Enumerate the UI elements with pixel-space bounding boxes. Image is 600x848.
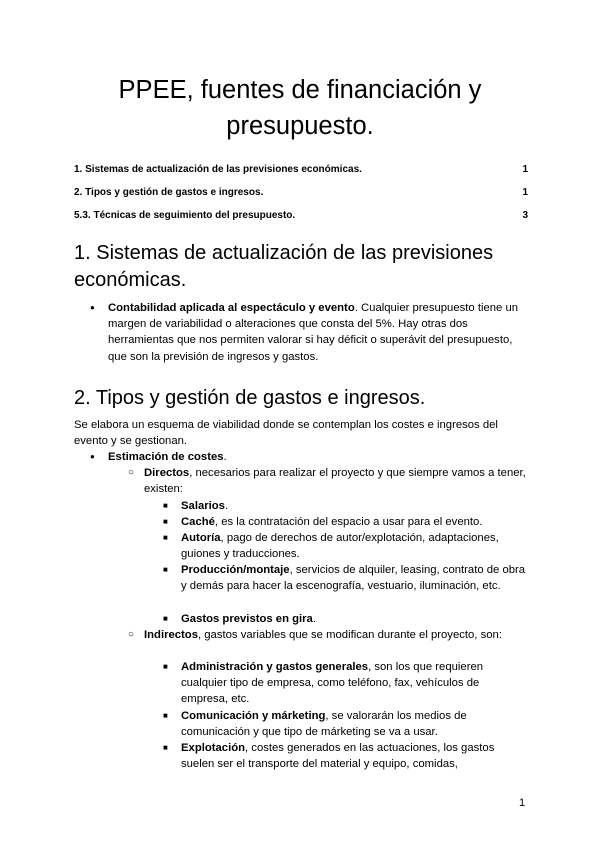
directos-subitem: [181, 562, 528, 594]
toc-entry[interactable]: [74, 209, 528, 232]
bullet-icon: ●: [90, 303, 95, 312]
subitem-bold: Producción/montaje: [181, 564, 290, 576]
square-bullet-icon: ■: [163, 743, 168, 752]
square-bullet-icon: ■: [163, 614, 168, 623]
table-of-contents: [74, 163, 528, 232]
section-1-bullet: [108, 300, 528, 365]
section-1-heading: 1. Sistemas de actualización de las previsiones económicas.: [74, 242, 494, 291]
document-title: PPEE, fuentes de financiación y presupuesto.: [118, 76, 482, 140]
indirectos-subitem: [181, 708, 528, 740]
bullet-bold-term: Contabilidad aplicada al espectáculo y evento: [108, 302, 355, 314]
estimacion-item: [108, 449, 528, 465]
subitem-text: , son los que requieren cualquier tipo de empresa, como teléfono, fax, vehículos de empresa, etc.: [181, 661, 484, 706]
toc-entry[interactable]: [74, 186, 528, 209]
subitem-text: .: [312, 613, 316, 625]
directos-text: , necesarios para realizar el proyecto y que siempre vamos a tener, existen:: [144, 467, 526, 496]
subitem-bold: Autoría: [181, 532, 221, 544]
estimacion-label: Estimación de costes: [108, 451, 224, 463]
square-bullet-icon: ■: [163, 501, 168, 510]
toc-entry-label[interactable]: 5.3. Técnicas de seguimiento del presupuesto.: [74, 210, 296, 221]
toc-entry-label[interactable]: 1. Sistemas de actualización de las previsiones económicas.: [74, 164, 362, 175]
square-bullet-icon: ■: [163, 533, 168, 542]
bullet-icon: ●: [90, 452, 95, 461]
directos-subitem: [181, 611, 528, 627]
indirectos-subitem: [181, 659, 528, 708]
circle-bullet-icon: ○: [128, 629, 135, 640]
directos-subitem: [181, 498, 528, 514]
subitem-bold: Explotación: [181, 742, 246, 754]
indirectos-label: Indirectos: [144, 629, 198, 641]
subitem-bold: Caché: [181, 516, 215, 528]
toc-entry[interactable]: [74, 163, 528, 186]
bullet-text: . Cualquier presupuesto tiene un margen de variabilidad o alteraciones que consta del 5%. Hay otras dos herramientas que nos permiten valorar si hay déficit o superávit del presupuesto, que son la previsión de ingresos y gastos.: [108, 302, 519, 363]
subitem-text: , servicios de alquiler, leasing, contrato de obra y demás para hacer la escenografía, vestuario, iluminación, etc.: [181, 564, 526, 593]
subitem-text: , se valorarán los medios de comunicación y que tipo de márketing se va a usar.: [181, 710, 467, 739]
directos-subitem: [181, 514, 528, 530]
indirectos-text: , gastos variables que se modifican durante el proyecto, son:: [198, 629, 502, 641]
section-2-intro: Se elabora un esquema de viabilidad donde se contemplan los costes e ingresos del evento y se gestionan.: [74, 419, 498, 448]
toc-entry-label[interactable]: 2. Tipos y gestión de gastos e ingresos.: [74, 187, 264, 198]
directos-item: [144, 465, 528, 497]
subitem-text: , costes generados en las actuaciones, los gastos suelen ser el transporte del material y equipo, comidas,: [181, 742, 495, 771]
subitem-bold: Salarios: [181, 500, 225, 512]
subitem-bold: Administración y gastos generales: [181, 661, 369, 673]
directos-label: Directos: [144, 467, 190, 479]
subitem-bold: Gastos previstos en gira: [181, 613, 313, 625]
directos-subitem: [181, 530, 528, 562]
indirectos-item: [144, 627, 528, 643]
square-bullet-icon: ■: [163, 662, 168, 671]
subitem-text: , pago de derechos de autor/explotación, adaptaciones, guiones y traducciones.: [181, 532, 499, 561]
toc-entry-page[interactable]: 1: [522, 187, 528, 198]
square-bullet-icon: ■: [163, 565, 168, 574]
circle-bullet-icon: ○: [128, 467, 135, 478]
section-2-heading: 2. Tipos y gestión de gastos e ingresos.: [74, 387, 426, 409]
subitem-bold: Comunicación y márketing: [181, 710, 326, 722]
toc-entry-page[interactable]: 1: [522, 164, 528, 175]
indirectos-subitem: [181, 740, 528, 772]
page-number: 1: [519, 797, 526, 809]
square-bullet-icon: ■: [163, 711, 168, 720]
toc-entry-page[interactable]: 3: [522, 210, 528, 221]
estimacion-end: .: [223, 451, 227, 463]
subitem-text: .: [224, 500, 229, 512]
square-bullet-icon: ■: [163, 517, 168, 526]
subitem-text: , es la contratación del espacio a usar para el evento.: [214, 516, 483, 528]
